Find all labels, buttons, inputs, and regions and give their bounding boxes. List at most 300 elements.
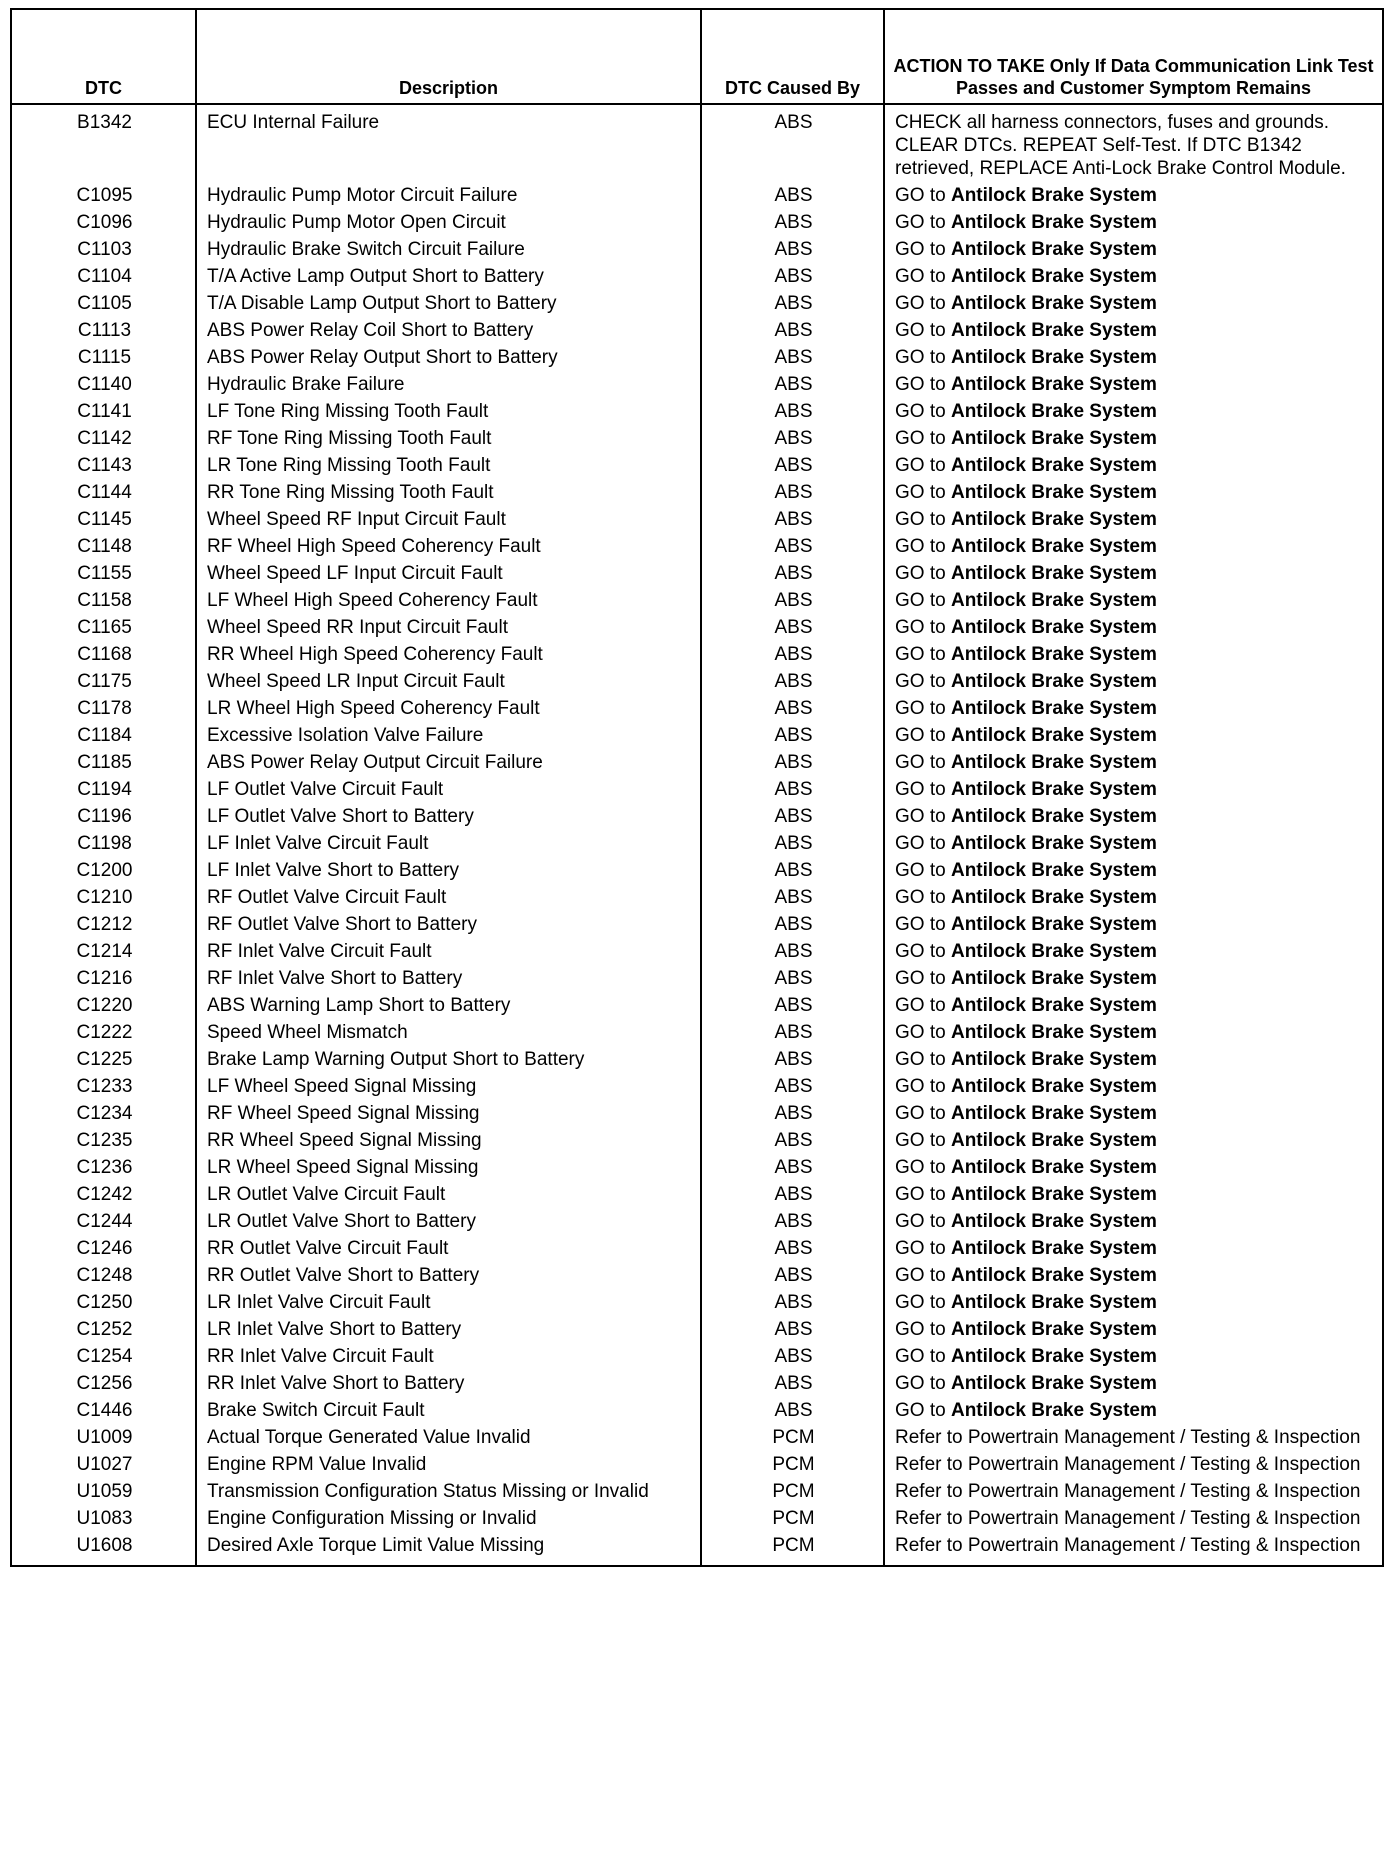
action-text: Refer to Powertrain Management / Testing & Inspection [895,1454,1361,1475]
caused-by-cell: ABS [701,560,884,587]
action-cell [884,560,1383,587]
dtc-code-cell: C1214 [11,938,196,965]
dtc-code-cell: C1141 [11,398,196,425]
action-cell [884,1208,1383,1235]
action-reference: Antilock Brake System [950,1130,1157,1151]
caused-by-cell: PCM [701,1451,884,1478]
table-body [11,104,1383,1566]
description-cell: Wheel Speed RF Input Circuit Fault [196,506,701,533]
action-reference: Antilock Brake System [950,1076,1157,1097]
action-cell [884,587,1383,614]
description-cell: ABS Power Relay Output Short to Battery [196,344,701,371]
description-cell: RF Outlet Valve Short to Battery [196,911,701,938]
dtc-code-cell: C1242 [11,1181,196,1208]
action-cell [884,1262,1383,1289]
action-reference: Antilock Brake System [950,860,1157,881]
table-row [11,1154,1383,1181]
action-prefix: GO to [895,1238,946,1259]
action-reference: Antilock Brake System [950,779,1157,800]
action-prefix: GO to [895,1292,946,1313]
table-row [11,560,1383,587]
caused-by-cell: ABS [701,182,884,209]
action-cell [884,1316,1383,1343]
action-prefix: GO to [895,779,946,800]
action-reference: Antilock Brake System [950,239,1157,260]
action-cell [884,641,1383,668]
description-cell: LF Outlet Valve Short to Battery [196,803,701,830]
table-row [11,1046,1383,1073]
caused-by-cell: ABS [701,587,884,614]
dtc-code-cell: C1234 [11,1100,196,1127]
action-prefix: GO to [895,1022,946,1043]
action-prefix: GO to [895,1184,946,1205]
dtc-code-cell: C1095 [11,182,196,209]
header-caused-by: DTC Caused By [701,9,884,104]
action-cell [884,965,1383,992]
action-cell [884,1424,1383,1451]
action-reference: Antilock Brake System [950,266,1157,287]
table-row [11,506,1383,533]
action-reference: Antilock Brake System [950,563,1157,584]
action-prefix: GO to [895,536,946,557]
table-row [11,776,1383,803]
description-cell: RF Wheel High Speed Coherency Fault [196,533,701,560]
table-row [11,1397,1383,1424]
action-reference: Antilock Brake System [950,401,1157,422]
dtc-code-cell: U1608 [11,1532,196,1566]
dtc-code-cell: C1246 [11,1235,196,1262]
action-cell [884,290,1383,317]
action-prefix: GO to [895,617,946,638]
dtc-code-cell: C1103 [11,236,196,263]
dtc-code-cell: C1148 [11,533,196,560]
action-prefix: GO to [895,1373,946,1394]
action-prefix: GO to [895,590,946,611]
action-reference: Antilock Brake System [950,1022,1157,1043]
caused-by-cell: ABS [701,1235,884,1262]
dtc-code-cell: B1342 [11,104,196,182]
caused-by-cell: ABS [701,506,884,533]
action-prefix: GO to [895,482,946,503]
caused-by-cell: ABS [701,749,884,776]
action-cell [884,857,1383,884]
action-reference: Antilock Brake System [950,1265,1157,1286]
table-row [11,1235,1383,1262]
table-row [11,884,1383,911]
table-row [11,1505,1383,1532]
caused-by-cell: ABS [701,992,884,1019]
action-reference: Antilock Brake System [950,590,1157,611]
action-cell [884,371,1383,398]
caused-by-cell: ABS [701,263,884,290]
table-row [11,317,1383,344]
action-reference: Antilock Brake System [950,1346,1157,1367]
table-row [11,104,1383,182]
caused-by-cell: ABS [701,236,884,263]
dtc-code-cell: C1198 [11,830,196,857]
description-cell: Hydraulic Pump Motor Circuit Failure [196,182,701,209]
table-row [11,1019,1383,1046]
description-cell: Actual Torque Generated Value Invalid [196,1424,701,1451]
caused-by-cell: ABS [701,641,884,668]
dtc-code-cell: U1027 [11,1451,196,1478]
dtc-code-cell: C1225 [11,1046,196,1073]
dtc-code-cell: C1145 [11,506,196,533]
action-reference: Antilock Brake System [950,1049,1157,1070]
description-cell: LR Inlet Valve Circuit Fault [196,1289,701,1316]
dtc-code-cell: C1158 [11,587,196,614]
dtc-code-cell: C1104 [11,263,196,290]
description-cell: LR Wheel High Speed Coherency Fault [196,695,701,722]
caused-by-cell: ABS [701,695,884,722]
caused-by-cell: ABS [701,1100,884,1127]
table-row [11,425,1383,452]
description-cell: RF Inlet Valve Short to Battery [196,965,701,992]
caused-by-cell: ABS [701,398,884,425]
dtc-code-cell: C1248 [11,1262,196,1289]
caused-by-cell: ABS [701,344,884,371]
action-prefix: GO to [895,185,946,206]
dtc-code-cell: C1235 [11,1127,196,1154]
action-prefix: GO to [895,671,946,692]
action-reference: Antilock Brake System [950,1157,1157,1178]
description-cell: Hydraulic Brake Switch Circuit Failure [196,236,701,263]
caused-by-cell: ABS [701,533,884,560]
table-row [11,1073,1383,1100]
dtc-code-cell: C1254 [11,1343,196,1370]
description-cell: Wheel Speed RR Input Circuit Fault [196,614,701,641]
action-cell [884,506,1383,533]
action-cell [884,722,1383,749]
action-text: Refer to Powertrain Management / Testing & Inspection [895,1481,1361,1502]
caused-by-cell: ABS [701,1316,884,1343]
action-cell [884,425,1383,452]
action-cell [884,749,1383,776]
action-prefix: GO to [895,1400,946,1421]
action-reference: Antilock Brake System [950,212,1157,233]
description-cell: ABS Power Relay Coil Short to Battery [196,317,701,344]
action-cell [884,1451,1383,1478]
description-cell: RR Tone Ring Missing Tooth Fault [196,479,701,506]
caused-by-cell: ABS [701,209,884,236]
action-cell [884,533,1383,560]
table-row [11,1478,1383,1505]
action-prefix: GO to [895,1130,946,1151]
table-row [11,1262,1383,1289]
action-reference: Antilock Brake System [950,185,1157,206]
action-text: Refer to Powertrain Management / Testing & Inspection [895,1508,1361,1529]
description-cell: Wheel Speed LF Input Circuit Fault [196,560,701,587]
description-cell: Excessive Isolation Valve Failure [196,722,701,749]
caused-by-cell: ABS [701,1019,884,1046]
action-prefix: GO to [895,1319,946,1340]
dtc-code-cell: C1096 [11,209,196,236]
dtc-code-cell: C1155 [11,560,196,587]
dtc-code-cell: C1244 [11,1208,196,1235]
action-cell [884,398,1383,425]
table-row [11,695,1383,722]
action-cell [884,1073,1383,1100]
description-cell: LF Inlet Valve Circuit Fault [196,830,701,857]
caused-by-cell: PCM [701,1424,884,1451]
action-reference: Antilock Brake System [950,536,1157,557]
action-reference: Antilock Brake System [950,374,1157,395]
action-reference: Antilock Brake System [950,1373,1157,1394]
action-prefix: GO to [895,1346,946,1367]
action-cell [884,695,1383,722]
action-reference: Antilock Brake System [950,1238,1157,1259]
table-row [11,1424,1383,1451]
caused-by-cell: ABS [701,1208,884,1235]
description-cell: RF Inlet Valve Circuit Fault [196,938,701,965]
description-cell: LF Outlet Valve Circuit Fault [196,776,701,803]
caused-by-cell: ABS [701,938,884,965]
action-reference: Antilock Brake System [950,698,1157,719]
action-cell [884,236,1383,263]
description-cell: LR Outlet Valve Short to Battery [196,1208,701,1235]
action-cell [884,1019,1383,1046]
dtc-code-cell: U1083 [11,1505,196,1532]
table-row [11,1289,1383,1316]
action-cell [884,1343,1383,1370]
table-row [11,722,1383,749]
table-row [11,1370,1383,1397]
action-prefix: GO to [895,995,946,1016]
description-cell: Engine RPM Value Invalid [196,1451,701,1478]
action-reference: Antilock Brake System [950,833,1157,854]
description-cell: RR Wheel Speed Signal Missing [196,1127,701,1154]
caused-by-cell: PCM [701,1532,884,1566]
caused-by-cell: PCM [701,1505,884,1532]
dtc-code-cell: C1196 [11,803,196,830]
description-cell: ABS Power Relay Output Circuit Failure [196,749,701,776]
description-cell: Speed Wheel Mismatch [196,1019,701,1046]
caused-by-cell: ABS [701,884,884,911]
action-reference: Antilock Brake System [950,806,1157,827]
description-cell: LR Wheel Speed Signal Missing [196,1154,701,1181]
action-text: Refer to Powertrain Management / Testing & Inspection [895,1535,1361,1556]
table-header [11,9,1383,104]
description-cell: LF Wheel Speed Signal Missing [196,1073,701,1100]
action-reference: Antilock Brake System [950,320,1157,341]
caused-by-cell: ABS [701,722,884,749]
table-row [11,1343,1383,1370]
table-row [11,236,1383,263]
action-cell [884,1478,1383,1505]
action-prefix: GO to [895,1211,946,1232]
table-row [11,911,1383,938]
dtc-code-cell: C1212 [11,911,196,938]
description-cell: Wheel Speed LR Input Circuit Fault [196,668,701,695]
action-cell [884,884,1383,911]
caused-by-cell: ABS [701,965,884,992]
action-reference: Antilock Brake System [950,1400,1157,1421]
action-cell [884,992,1383,1019]
description-cell: ABS Warning Lamp Short to Battery [196,992,701,1019]
action-prefix: GO to [895,698,946,719]
action-cell [884,104,1383,182]
action-reference: Antilock Brake System [950,887,1157,908]
action-reference: Antilock Brake System [950,617,1157,638]
table-row [11,263,1383,290]
action-reference: Antilock Brake System [950,1211,1157,1232]
action-prefix: GO to [895,212,946,233]
description-cell: Hydraulic Brake Failure [196,371,701,398]
table-row [11,398,1383,425]
description-cell: LF Wheel High Speed Coherency Fault [196,587,701,614]
dtc-code-cell: C1236 [11,1154,196,1181]
description-cell: LF Tone Ring Missing Tooth Fault [196,398,701,425]
action-reference: Antilock Brake System [950,1292,1157,1313]
dtc-code-cell: C1252 [11,1316,196,1343]
dtc-table [10,8,1384,1567]
dtc-code-cell: U1009 [11,1424,196,1451]
caused-by-cell: ABS [701,614,884,641]
description-cell: RR Outlet Valve Short to Battery [196,1262,701,1289]
description-cell: RR Wheel High Speed Coherency Fault [196,641,701,668]
table-row [11,965,1383,992]
action-prefix: GO to [895,1049,946,1070]
action-cell [884,1532,1383,1566]
table-row [11,803,1383,830]
description-cell: Hydraulic Pump Motor Open Circuit [196,209,701,236]
table-row [11,1316,1383,1343]
action-prefix: GO to [895,752,946,773]
description-cell: Transmission Configuration Status Missing or Invalid [196,1478,701,1505]
action-prefix: GO to [895,941,946,962]
action-cell [884,452,1383,479]
action-cell [884,776,1383,803]
action-prefix: GO to [895,401,946,422]
action-cell [884,830,1383,857]
action-prefix: GO to [895,833,946,854]
action-cell [884,1289,1383,1316]
action-cell [884,668,1383,695]
caused-by-cell: ABS [701,452,884,479]
action-reference: Antilock Brake System [950,914,1157,935]
dtc-code-cell: C1185 [11,749,196,776]
caused-by-cell: ABS [701,1127,884,1154]
action-prefix: GO to [895,644,946,665]
table-row [11,209,1383,236]
action-cell [884,344,1383,371]
action-prefix: GO to [895,563,946,584]
caused-by-cell: ABS [701,1370,884,1397]
caused-by-cell: ABS [701,1262,884,1289]
action-prefix: GO to [895,1076,946,1097]
action-prefix: GO to [895,293,946,314]
dtc-code-cell: C1446 [11,1397,196,1424]
action-prefix: GO to [895,1157,946,1178]
dtc-code-cell: C1216 [11,965,196,992]
dtc-code-cell: C1210 [11,884,196,911]
header-description: Description [196,9,701,104]
action-reference: Antilock Brake System [950,752,1157,773]
header-action: ACTION TO TAKE Only If Data Communication Link Test Passes and Customer Symptom Remains [884,9,1383,104]
caused-by-cell: ABS [701,1046,884,1073]
dtc-code-cell: C1165 [11,614,196,641]
action-text: CHECK all harness connectors, fuses and grounds. CLEAR DTCs. REPEAT Self-Test. If DTC B1342 retrieved, REPLACE Anti-Lock Brake Control Module. [895,112,1346,179]
table-row [11,641,1383,668]
action-reference: Antilock Brake System [950,482,1157,503]
action-reference: Antilock Brake System [950,995,1157,1016]
description-cell: T/A Active Lamp Output Short to Battery [196,263,701,290]
table-row [11,1451,1383,1478]
action-text: Refer to Powertrain Management / Testing & Inspection [895,1427,1361,1448]
action-cell [884,1181,1383,1208]
table-row [11,830,1383,857]
action-reference: Antilock Brake System [950,1319,1157,1340]
action-prefix: GO to [895,914,946,935]
dtc-code-cell: C1142 [11,425,196,452]
caused-by-cell: ABS [701,1073,884,1100]
dtc-code-cell: C1220 [11,992,196,1019]
table-row [11,857,1383,884]
description-cell: RF Wheel Speed Signal Missing [196,1100,701,1127]
action-prefix: GO to [895,725,946,746]
dtc-code-cell: C1184 [11,722,196,749]
action-prefix: GO to [895,860,946,881]
dtc-code-cell: C1200 [11,857,196,884]
action-reference: Antilock Brake System [950,1103,1157,1124]
dtc-code-cell: C1144 [11,479,196,506]
caused-by-cell: ABS [701,425,884,452]
action-cell [884,263,1383,290]
dtc-code-cell: C1222 [11,1019,196,1046]
action-reference: Antilock Brake System [950,671,1157,692]
dtc-code-cell: C1233 [11,1073,196,1100]
action-cell [884,1127,1383,1154]
dtc-code-cell: C1143 [11,452,196,479]
description-cell: LR Outlet Valve Circuit Fault [196,1181,701,1208]
table-row [11,1532,1383,1566]
action-prefix: GO to [895,320,946,341]
action-reference: Antilock Brake System [950,428,1157,449]
action-cell [884,182,1383,209]
description-cell: RF Tone Ring Missing Tooth Fault [196,425,701,452]
caused-by-cell: ABS [701,857,884,884]
dtc-code-cell: C1105 [11,290,196,317]
action-cell [884,1397,1383,1424]
table-row [11,344,1383,371]
action-cell [884,614,1383,641]
table-row [11,668,1383,695]
action-prefix: GO to [895,266,946,287]
action-cell [884,1046,1383,1073]
action-reference: Antilock Brake System [950,941,1157,962]
action-prefix: GO to [895,239,946,260]
action-prefix: GO to [895,347,946,368]
caused-by-cell: ABS [701,911,884,938]
table-row [11,371,1383,398]
caused-by-cell: ABS [701,803,884,830]
action-reference: Antilock Brake System [950,455,1157,476]
dtc-code-cell: C1194 [11,776,196,803]
action-cell [884,938,1383,965]
caused-by-cell: ABS [701,1343,884,1370]
dtc-code-cell: C1113 [11,317,196,344]
action-prefix: GO to [895,1265,946,1286]
description-cell: RR Outlet Valve Circuit Fault [196,1235,701,1262]
description-cell: LR Tone Ring Missing Tooth Fault [196,452,701,479]
action-cell [884,1100,1383,1127]
table-row [11,1208,1383,1235]
description-cell: RR Inlet Valve Circuit Fault [196,1343,701,1370]
action-cell [884,911,1383,938]
action-cell [884,317,1383,344]
caused-by-cell: ABS [701,104,884,182]
caused-by-cell: ABS [701,776,884,803]
